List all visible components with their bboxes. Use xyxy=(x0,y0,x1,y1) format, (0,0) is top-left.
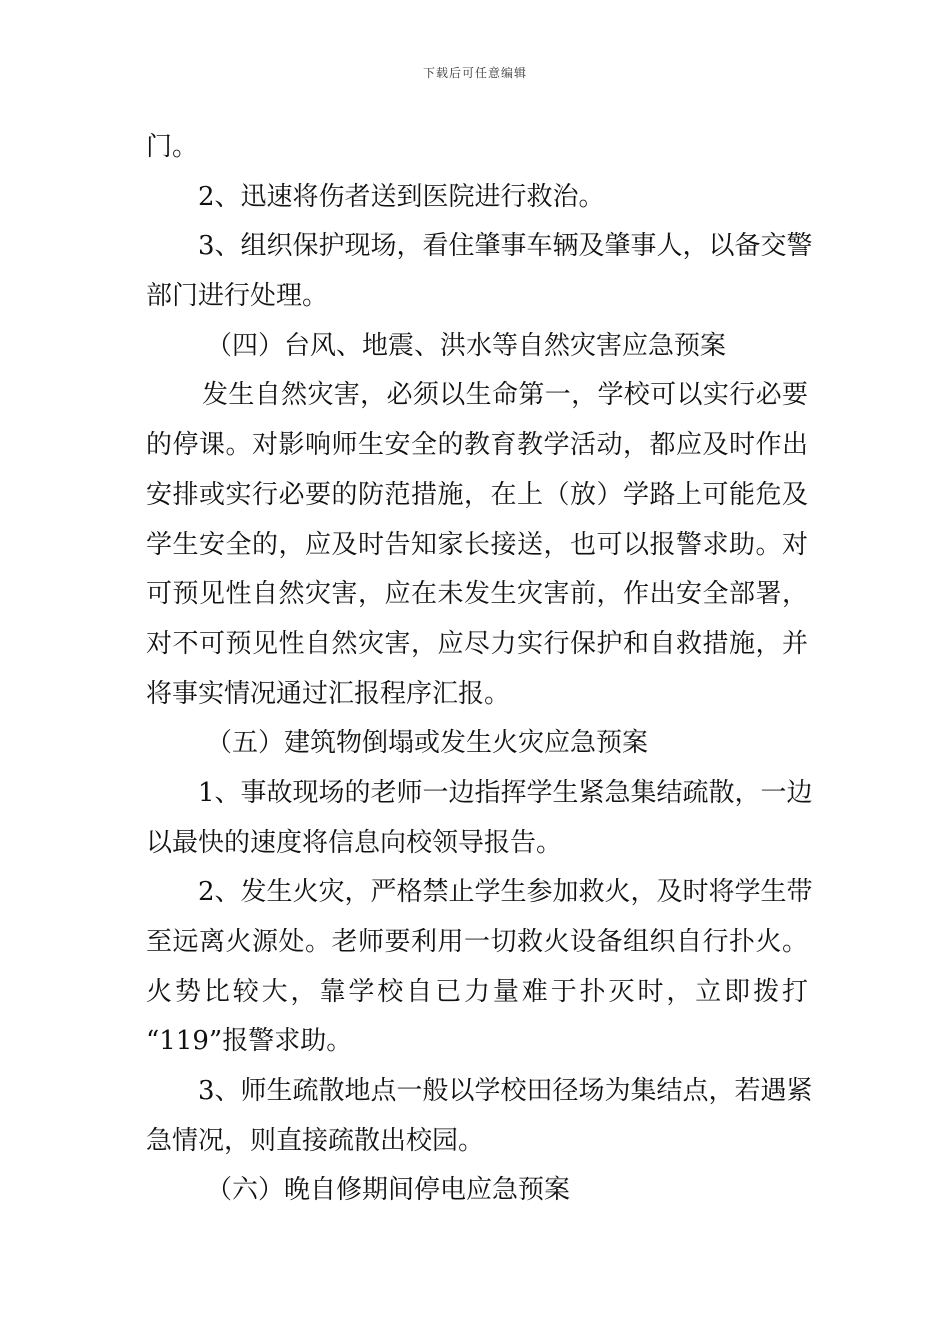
list-item: 3、师生疏散地点一般以学校田径场为集结点，若遇紧 xyxy=(198,1076,813,1107)
section-heading: （六）晚自修期间停电应急预案 xyxy=(206,1175,571,1206)
list-item: 3、组织保护现场，看住肇事车辆及肇事人，以备交警 xyxy=(198,231,813,262)
paragraph-line: 至远离火源处。老师要利用一切救火设备组织自行扑火。 xyxy=(146,927,808,957)
text-line: 以最快的速度将信息向校领导报告。 xyxy=(146,827,563,858)
paragraph-line: 可预见性自然灾害，应在未发生灾害前，作出安全部署， xyxy=(146,579,808,610)
paragraph-line: 将事实情况通过汇报程序汇报。 xyxy=(146,678,511,709)
text-line: 门。 xyxy=(146,132,199,162)
section-heading: （五）建筑物倒塌或发生火灾应急预案 xyxy=(206,728,649,759)
document-body xyxy=(146,123,813,1216)
paragraph-line: 发生自然灾害，必须以生命第一，学校可以实行必要 xyxy=(202,380,808,411)
paragraph-line: “119”报警求助。 xyxy=(146,1026,353,1057)
paragraph-line: 学生安全的，应及时告知家长接送，也可以报警求助。对 xyxy=(146,529,808,560)
paragraph-line: 的停课。对影响师生安全的教育教学活动，都应及时作出 xyxy=(146,430,808,461)
list-item: 2、迅速将伤者送到医院进行救治。 xyxy=(198,181,605,212)
list-item: 2、发生火灾，严格禁止学生参加救火，及时将学生带 xyxy=(198,877,813,908)
paragraph-line: 火势比较大，靠学校自已力量难于扑灭时，立即拨打 xyxy=(146,976,808,1007)
text-line: 急情况，则直接疏散出校园。 xyxy=(146,1125,485,1156)
list-item: 1、事故现场的老师一边指挥学生紧急集结疏散，一边 xyxy=(198,777,813,808)
text-line: 部门进行处理。 xyxy=(146,281,329,312)
paragraph-line: 对不可预见性自然灾害，应尽力实行保护和自救措施，并 xyxy=(146,628,808,659)
section-heading: （四）台风、地震、洪水等自然灾害应急预案 xyxy=(206,330,727,361)
page-header: 下载后可任意编辑 xyxy=(422,66,527,80)
paragraph-line: 安排或实行必要的防范措施，在上（放）学路上可能危及 xyxy=(146,479,808,510)
